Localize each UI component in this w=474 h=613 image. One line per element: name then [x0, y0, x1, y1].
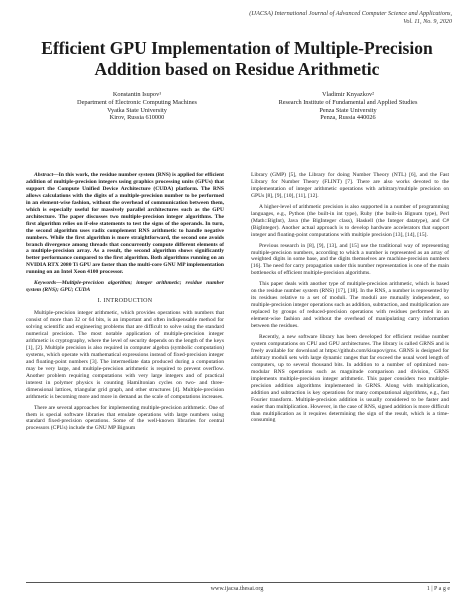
author-affiliation: Research Institute of Fundamental and Applied Studies	[278, 98, 418, 106]
author-city: Kirov, Russia 610000	[109, 114, 165, 122]
author-name: Vladimir Knyazkov²	[321, 91, 375, 98]
paragraph: This paper deals with another type of multiple-precision arithmetic, which is based on the residue number system (RNS) [17], [18]. In the RNS, a number is represented by its residues relative to a set of moduli. The moduli are mutually independent, so multiple-precision integer operations such as addition, subtraction, and multiplication are replaced by groups of reduced-precision operations with residues performed in an element-wise fashion and without the overhead of manipulating carry information between the residues.	[251, 281, 449, 330]
journal-header	[152, 10, 452, 26]
right-column	[251, 172, 449, 428]
paragraph: Recently, a new software library has been developed for efficient residue number system computations on CPU and GPU architectures. The library is called GRNS and is freely available for download at https://github.com/kisupov/grns. GRNS is designed for arbitrary moduli sets with large dynamic ranges that far exceed the usual word length of computers, up to several thousand bits. In addition to a number of optimized non-modular RNS operations such as magnitude comparison and division, GRNS implements multiple-precision integer arithmetic. This paper considers two multiple-precision addition algorithms implemented in GRNS. Along with multiplication, addition and subtraction is key operations for many computational algorithms, e.g., fast Fourier transform. Multiple-precision addition is usually considered to be faster and easier than multiplication. However, in the case of RNS, signed addition is more difficult than multiplication as it requires determining the sign of the result, which is a time-consuming	[251, 334, 449, 424]
paragraph: There are several approaches for implementing multiple-precision arithmetic. One of them is special software libraries that emulate operations with large numbers using standard fixed-precision operations. Some of the well-known libraries for central processors (CPUs) include the GNU MP Bignum	[26, 404, 224, 432]
author-1	[37, 91, 237, 122]
section-heading: I. INTRODUCTION	[97, 298, 153, 305]
author-2	[248, 91, 448, 122]
abstract-text: —In this work, the residue number system (RNS) is applied for efficient addition of multiple-precision integers using graphics processing units (GPUs) that support the Compute Unified Device Architecture (CUDA) platform. The RNS allows calculations with the digits of a multiple-precision number to be performed in an element-wise fashion, without the overhead of communication between them, which is especially useful for massively parallel architectures such as the GPU architecture. The paper discusses two multiple-precision integer algorithms. The first algorithm relies on if-else statements to test the signs of the operands. In turn, the second algorithm uses radix complement RNS arithmetic to handle negative numbers. While the first algorithm is more straightforward, the second one avoids branch divergence among threads that concurrently compute different elements of a multiple-precision array. As a result, the second algorithm shows significantly better performance compared to the first algorithm. Both algorithms running on an NVIDIA RTX 2080 Ti GPU are faster than the multi-core GNU MP implementation running on an Intel Xeon 4100 processor.	[26, 172, 224, 276]
abstract	[26, 172, 224, 276]
author-city: Penza, Russia 440026	[320, 114, 376, 122]
paragraph: Multiple-precision integer arithmetic, which provides operations with numbers that consist of more than 32 or 64 bits, is an important and often indispensable method for solving scientific and engineering problems that are difficult to solve using the standard numerical precision. The most notable application of multiple-precision integer arithmetic is cryptography, where the level of security depends on the length of the keys [1], [2]. Multiple precision is also required in computer algebra (symbolic computation) systems, which operate with mathematical expressions instead of fixed-precision integer and floating-point numbers [3]. The intermediate data produced during a computation may be very large, and multiple-precision arithmetic is required to prevent overflow. Another problem requiring computations with very large integers and of practical interest in polymer physics is counting Hamiltonian cycles on two- and three-dimensional lattices, triangular grid graph, and other structures [4]. Multiple-precision arithmetic is becoming more and more in demand as the scale of computations increases.	[26, 310, 224, 400]
paragraph: A higher-level of arithmetic precision is also supported in a number of programming languages, e.g., Python (the built-in int type), Ruby (the built-in Bignum type), Perl (Math::BigInt), Java (the BigInteger class), Haskell (the Integer datatype), and C# (BigInteger). Another actual approach is to develop hardware accelerators that support integer and floating-point computations with multiple precision [13], [14], [15].	[251, 203, 449, 238]
paper-title: Efficient GPU Implementation of Multiple-Precision Addition based on Residue Arithmetic	[41, 38, 433, 79]
author-institution: Penza State University	[319, 106, 377, 114]
paragraph: Library (GMP) [5], the Library for doing Number Theory (NTL) [6], and the Fast Library for Number Theory (FLINT) [7]. There are also works devoted to the implementation of integer arithmetic operations with arbitrary/multiple precision on GPUs [8], [9], [10], [11], [12].	[251, 172, 449, 199]
author-institution: Vyatka State University	[107, 106, 167, 114]
abstract-lead: Abstract	[34, 172, 54, 178]
footer-divider	[26, 582, 450, 583]
paragraph: Previous research in [8], [9], [13], and [15] use the traditional way of representing multiple-precision numbers, according to which a number is represented as an array of weighted digits in some base, and the digits themselves are machine-precision numbers [16]. The need for carry propagation under this number representation is one of the main bottlenecks of efficient multiple-precision algorithms.	[251, 242, 449, 277]
left-column	[26, 172, 224, 436]
keywords: Keywords—Multiple-precision algorithm; integer arithmetic; residue number system (RNS); GPU; CUDA	[26, 280, 224, 294]
journal-volume: Vol. 11, No. 9, 2020	[403, 18, 452, 25]
author-name: Konstantin Isupov¹	[112, 91, 162, 98]
journal-name: (IJACSA) International Journal of Advanced Computer Science and Applications,	[249, 10, 452, 17]
page-number: 1 | P a g e	[426, 586, 450, 592]
author-affiliation: Department of Electronic Computing Machines	[77, 98, 197, 106]
footer-url[interactable]: www.ijacsa.thesai.org	[210, 586, 264, 592]
